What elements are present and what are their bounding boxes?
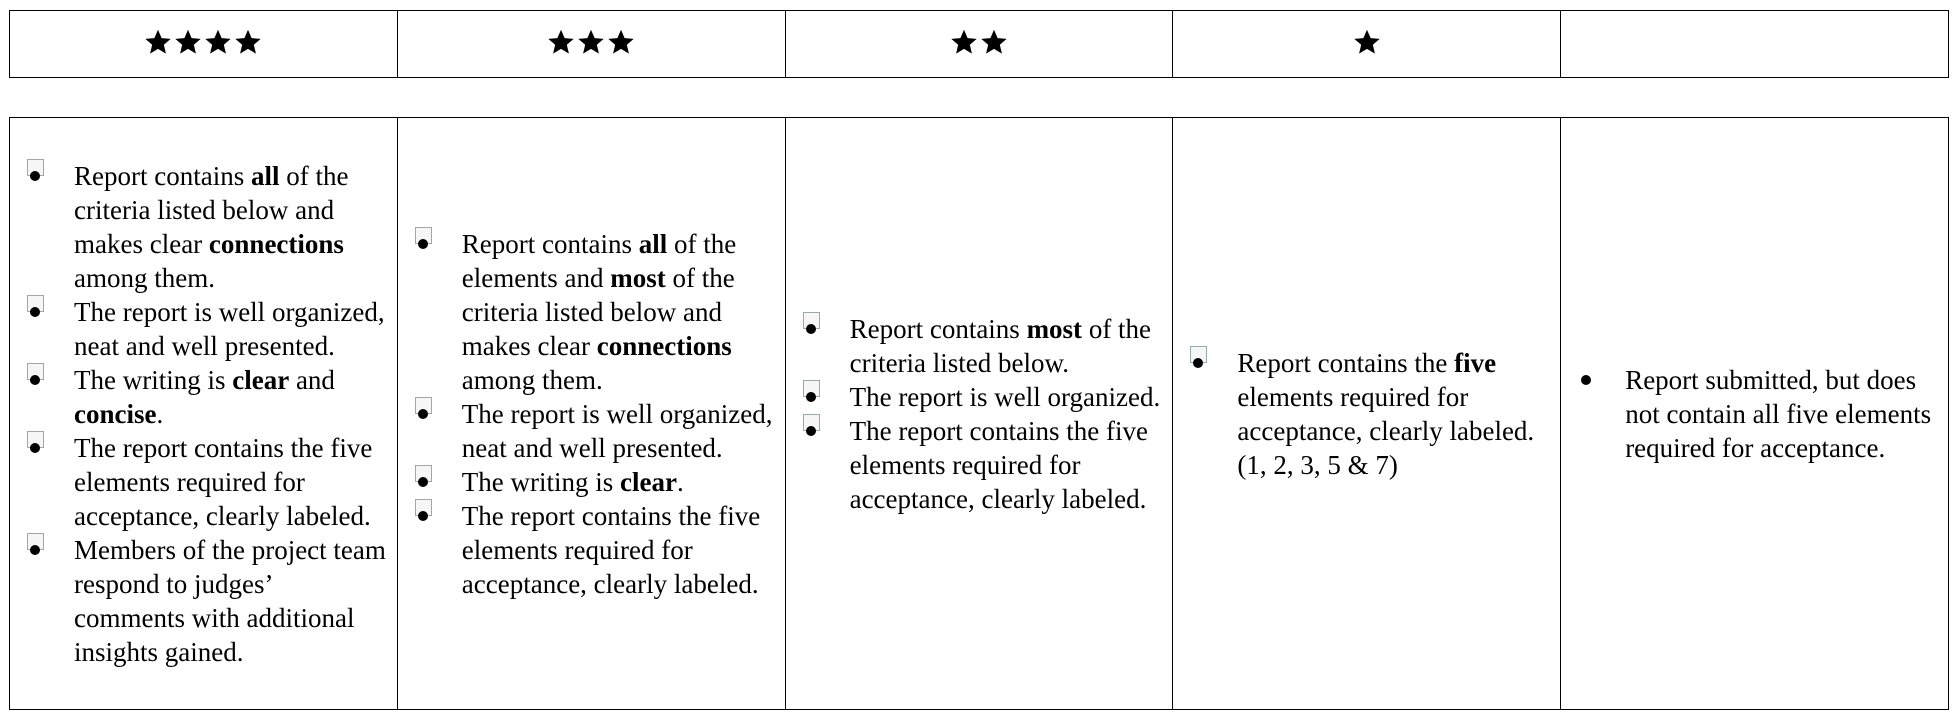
bullet-icon	[30, 545, 40, 555]
emphasis-text: connections	[208, 228, 344, 259]
emphasis-text: all	[250, 160, 280, 191]
criteria-text: of the criteria listed below and makes clear	[461, 262, 735, 361]
criteria-item	[800, 312, 1163, 380]
criteria-list	[412, 227, 775, 601]
criteria-item	[800, 414, 1163, 516]
rubric-column-1	[10, 118, 398, 710]
emphasis-text: five	[1454, 347, 1497, 378]
criteria-item	[24, 159, 387, 295]
star-rating	[547, 28, 635, 56]
bullet-icon	[30, 171, 40, 181]
emphasis-text: clear	[620, 466, 677, 497]
criteria-text: The report is well organized, neat and well presented.	[461, 398, 773, 463]
rating-header-cell-5	[1561, 11, 1949, 78]
criteria-text: Report contains	[849, 313, 1027, 344]
criteria-list	[24, 159, 387, 669]
criteria-item	[24, 431, 387, 533]
bullet-icon	[806, 426, 816, 436]
criteria-list	[800, 312, 1163, 516]
bullet-icon	[418, 511, 428, 521]
emphasis-text: all	[638, 228, 668, 259]
star-icon	[607, 28, 635, 56]
emphasis-text: most	[1026, 313, 1083, 344]
star-icon	[174, 28, 202, 56]
star-icon	[547, 28, 575, 56]
rating-header-cell-3	[785, 11, 1173, 78]
emphasis-text: clear	[232, 364, 290, 395]
criteria-text: The report is well organized.	[849, 381, 1161, 412]
criteria-text: and	[289, 364, 335, 395]
rubric-criteria-row	[10, 118, 1949, 710]
criteria-text: elements required for acceptance, clearly labeled. (1, 2, 3, 5 & 7)	[1237, 381, 1535, 480]
rating-header-cell-4	[1173, 11, 1561, 78]
criteria-text: of the elements and	[461, 228, 737, 293]
criteria-text: .	[676, 466, 684, 497]
criteria-item	[24, 295, 387, 363]
star-rating	[1353, 28, 1381, 56]
bullet-icon	[418, 477, 428, 487]
criteria-item	[24, 533, 387, 669]
bullet-icon	[806, 324, 816, 334]
criteria-text: Report contains the	[1237, 347, 1455, 378]
star-icon	[144, 28, 172, 56]
criteria-item	[412, 499, 775, 601]
rating-header-cell-1	[10, 11, 398, 78]
bullet-icon	[1193, 358, 1203, 368]
criteria-text: The writing is	[461, 466, 621, 497]
criteria-text: The report is well organized, neat and well presented.	[74, 296, 385, 361]
bullet-icon	[30, 375, 40, 385]
emphasis-text: concise	[74, 398, 157, 429]
star-icon	[234, 28, 262, 56]
criteria-item	[1575, 363, 1938, 465]
criteria-text: Members of the project team respond to judges’ comments with additional insights gained.	[74, 534, 386, 667]
criteria-item	[412, 465, 775, 499]
rubric-criteria-table	[9, 117, 1949, 710]
bullet-icon	[806, 392, 816, 402]
criteria-item	[24, 363, 387, 431]
star-icon	[980, 28, 1008, 56]
criteria-text: The report contains the five elements required for acceptance, clearly labeled.	[74, 432, 373, 531]
rubric-column-4	[1173, 118, 1561, 710]
emphasis-text: most	[610, 262, 666, 293]
criteria-list	[1187, 346, 1550, 482]
bullet-icon	[30, 307, 40, 317]
bullet-icon	[418, 409, 428, 419]
bullet-icon	[30, 443, 40, 453]
star-rating	[144, 28, 262, 56]
criteria-text: Report contains	[74, 160, 251, 191]
criteria-text: The report contains the five elements required for acceptance, clearly labeled.	[461, 500, 761, 599]
criteria-item	[1187, 346, 1550, 482]
criteria-text: .	[156, 398, 164, 429]
criteria-item	[412, 227, 775, 397]
criteria-text: of the criteria listed below.	[849, 313, 1152, 378]
criteria-text: The writing is	[74, 364, 233, 395]
rubric-column-2	[397, 118, 785, 710]
criteria-item	[412, 397, 775, 465]
rubric-column-3	[785, 118, 1173, 710]
criteria-item	[800, 380, 1163, 414]
rating-header-table	[9, 10, 1949, 78]
criteria-text: of the criteria listed below and makes clear	[74, 160, 349, 259]
bullet-icon	[418, 239, 428, 249]
star-icon	[950, 28, 978, 56]
rubric-column-5	[1561, 118, 1949, 710]
rating-header-row	[10, 11, 1949, 78]
criteria-text: among them.	[461, 364, 603, 395]
criteria-text: The report contains the five elements required for acceptance, clearly labeled.	[849, 415, 1148, 514]
star-rating	[950, 28, 1008, 56]
star-icon	[1353, 28, 1381, 56]
star-icon	[577, 28, 605, 56]
criteria-text: among them.	[74, 262, 215, 293]
criteria-text: Report submitted, but does not contain all five elements required for acceptance.	[1625, 364, 1932, 463]
rating-header-cell-2	[397, 11, 785, 78]
star-icon	[204, 28, 232, 56]
bullet-icon	[1581, 375, 1591, 385]
criteria-text: Report contains	[461, 228, 639, 259]
criteria-list	[1575, 363, 1938, 465]
emphasis-text: connections	[596, 330, 732, 361]
